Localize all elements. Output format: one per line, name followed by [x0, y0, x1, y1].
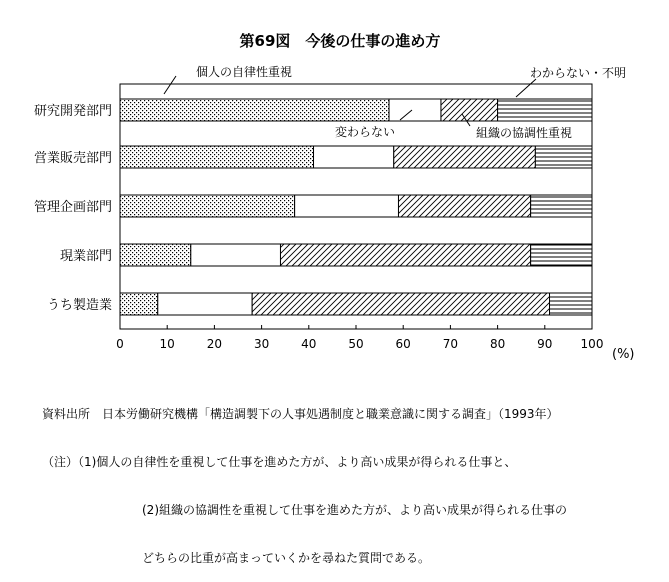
category-label: 現業部門 — [59, 249, 112, 264]
bar-segment-2 — [295, 195, 399, 217]
callout-org: 組織の協調性重視 — [476, 126, 573, 140]
x-tick-label: 20 — [206, 337, 223, 351]
callout-line-individual — [164, 76, 176, 94]
bar-segment-4 — [531, 195, 592, 217]
source-line: 資料出所 日本労働研究機構「構造調製下の人事処遇制度と職業意識に関する調査」（1993年） — [42, 407, 559, 421]
x-tick-label: 30 — [253, 337, 270, 351]
x-tick-label: 40 — [301, 337, 317, 351]
note-line-2: (2)組織の協調性を重視して仕事を進めた方が、より高い成果が得られる仕事の — [142, 503, 568, 517]
x-tick-label: 100 — [580, 337, 604, 351]
bar-segment-3 — [441, 99, 498, 121]
bar-segment-3 — [280, 244, 530, 266]
callout-individual: 個人の自律性重視 — [196, 65, 293, 79]
x-tick-label: 10 — [159, 337, 175, 351]
x-tick-label: 50 — [348, 337, 364, 351]
bar-segment-1 — [120, 244, 191, 266]
bar-segment-2 — [314, 146, 394, 168]
x-tick-label: 70 — [442, 337, 459, 351]
bar-segment-4 — [550, 293, 592, 315]
bar-segment-2 — [389, 99, 441, 121]
category-label: 研究開発部門 — [33, 104, 112, 119]
x-tick-label: 90 — [537, 337, 553, 351]
x-tick-label: 80 — [489, 337, 506, 351]
bar-segment-3 — [252, 293, 549, 315]
bar-segment-1 — [120, 146, 314, 168]
bar-segment-1 — [120, 99, 389, 121]
bar-segment-1 — [120, 195, 295, 217]
bar-segment-4 — [531, 244, 592, 266]
notes-block — [42, 374, 567, 582]
note-line-1: （注）（1)個人の自律性を重視して仕事を進めた方が、より高い成果が得られる仕事と、 — [42, 455, 517, 469]
note-line-3: どちらの比重が高まっていくかを尋ねた質問である。 — [142, 551, 431, 565]
bar-segment-3 — [394, 146, 536, 168]
bar-segment-3 — [398, 195, 530, 217]
x-tick-label: 0 — [116, 337, 124, 351]
bar-segment-4 — [498, 99, 592, 121]
callout-same: 変わらない — [335, 125, 396, 139]
x-tick-label: 60 — [395, 337, 411, 351]
bar-segment-1 — [120, 293, 158, 315]
x-unit-label: (%) — [612, 347, 635, 362]
category-label: 営業販売部門 — [33, 151, 112, 166]
bar-segment-2 — [191, 244, 281, 266]
chart-title: 第69図 今後の仕事の進め方 — [239, 32, 441, 50]
bar-segment-2 — [158, 293, 252, 315]
callout-unknown: わからない・不明 — [530, 66, 627, 80]
bar-segment-4 — [535, 146, 592, 168]
callout-line-unknown — [516, 79, 536, 97]
category-label: うち製造業 — [46, 298, 112, 313]
category-label: 管理企画部門 — [33, 200, 112, 215]
